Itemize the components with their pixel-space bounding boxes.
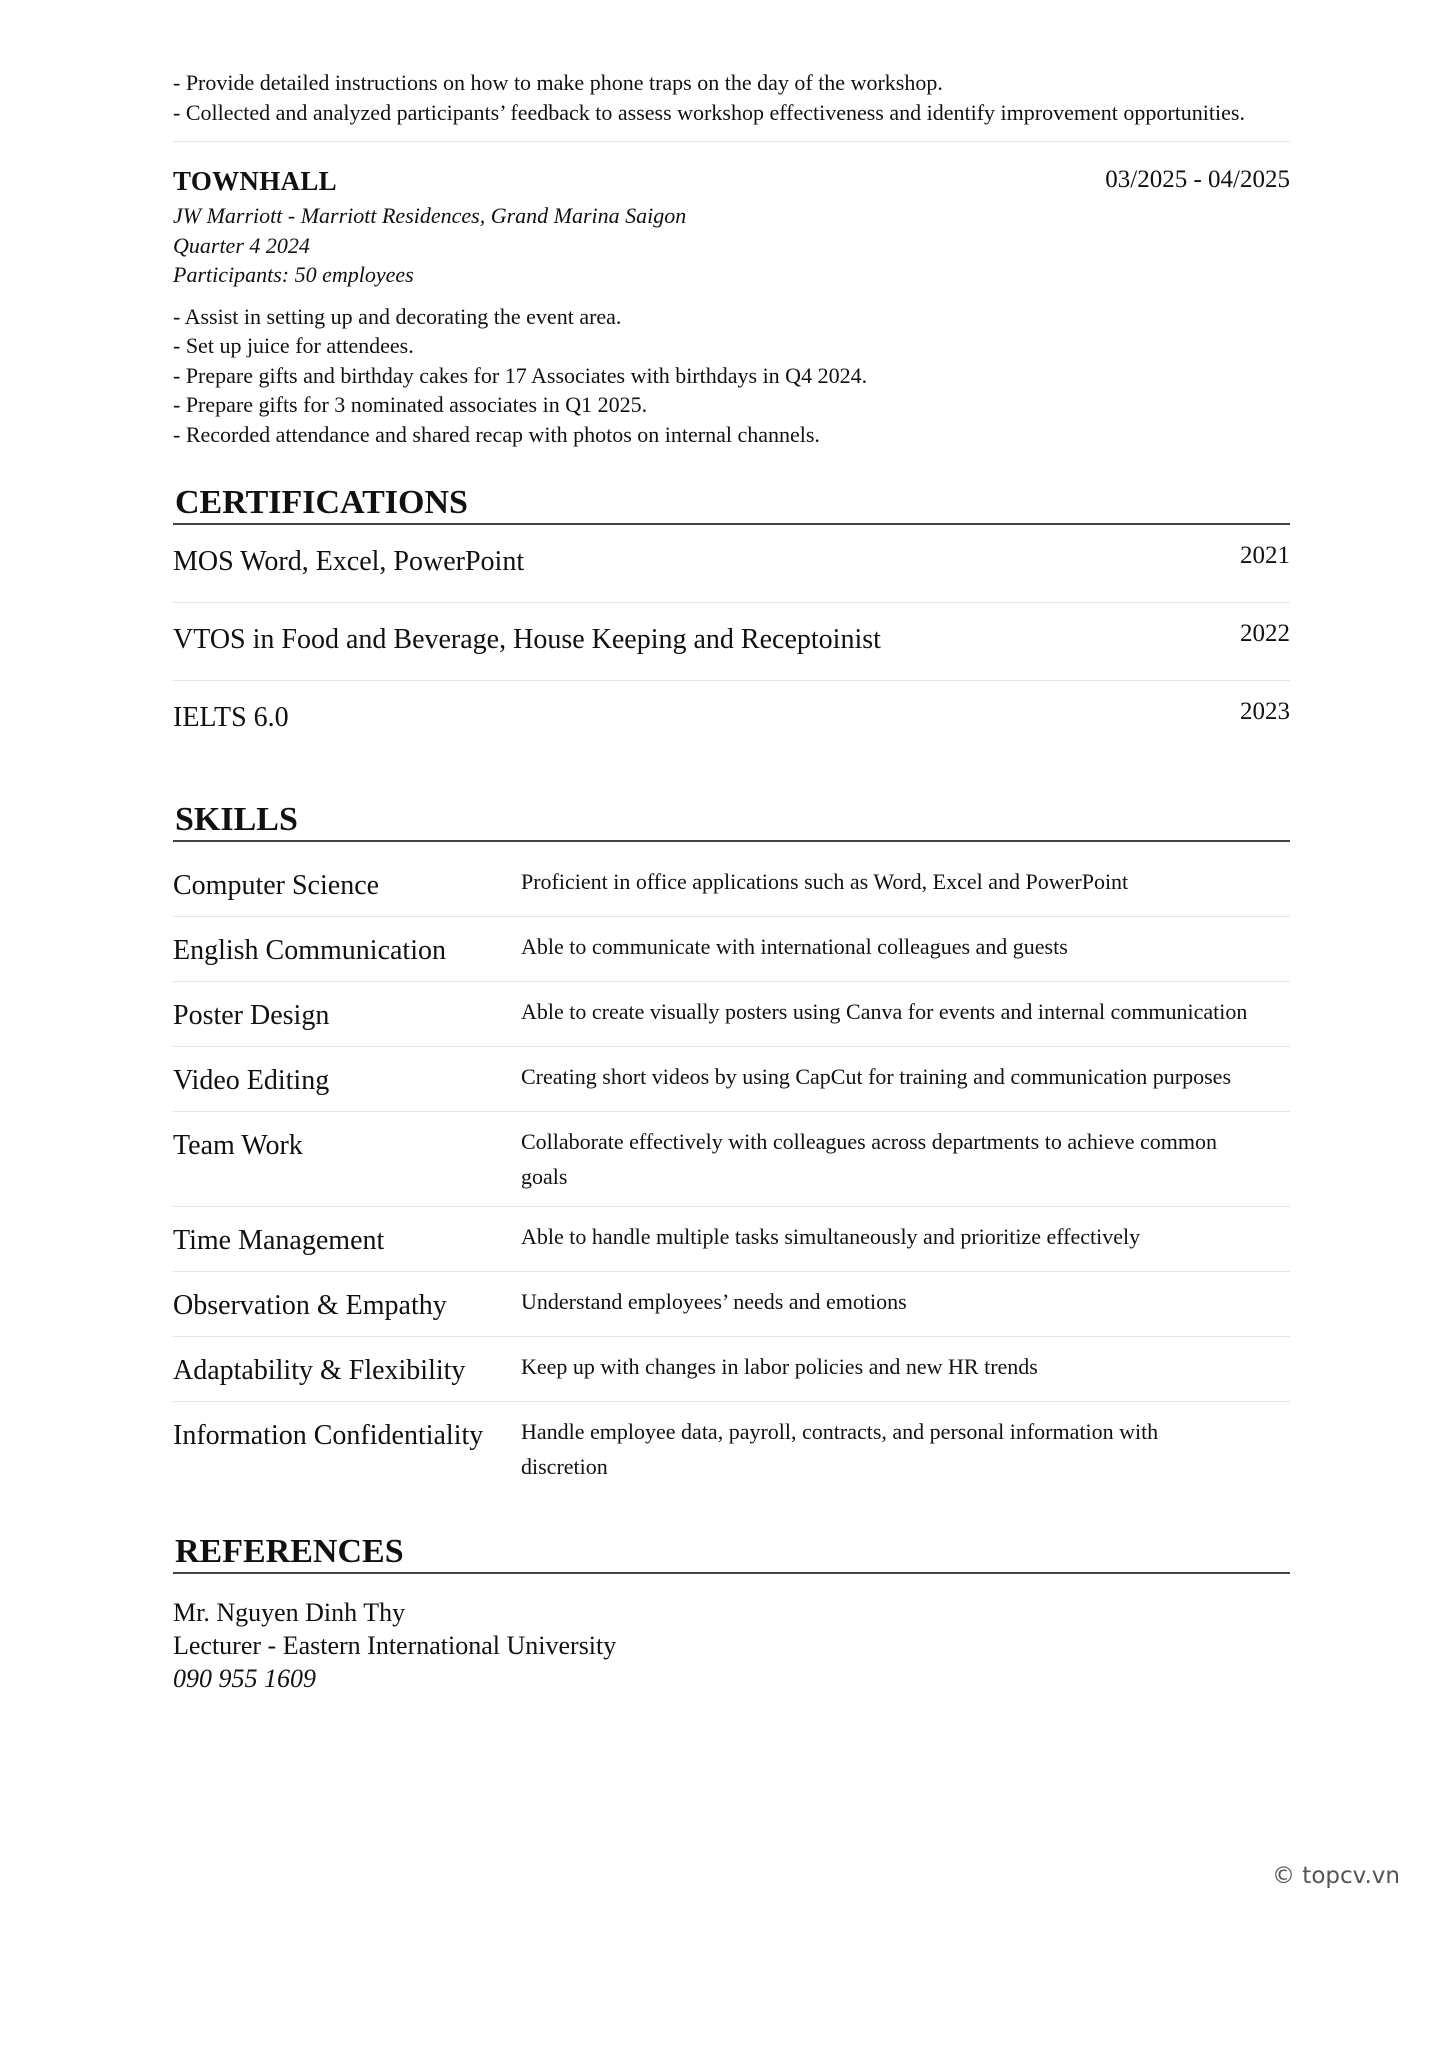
experience-period: Quarter 4 2024 <box>173 232 310 258</box>
skill-name: Poster Design <box>173 1000 330 1031</box>
skill-item <box>173 1402 1290 1496</box>
skill-name: Team Work <box>173 1130 303 1161</box>
skill-item <box>173 860 1290 917</box>
townhall-experience <box>173 163 1290 449</box>
experience-title: TOWNHALL <box>173 166 337 196</box>
bullet-item: - Assist in setting up and decorating the event area. <box>173 303 622 329</box>
skill-description: Keep up with changes in labor policies and new HR trends <box>521 1354 1038 1379</box>
skill-name: Time Management <box>173 1225 385 1256</box>
reference-name: Mr. Nguyen Dinh Thy <box>173 1598 406 1627</box>
divider <box>173 141 1290 142</box>
skill-description: Proficient in office applications such as Word, Excel and PowerPoint <box>521 869 1129 894</box>
skill-item <box>173 1112 1290 1207</box>
certification-item <box>173 603 1290 681</box>
certification-year: 2021 <box>1240 542 1290 569</box>
bullet-item: - Prepare gifts for 3 nominated associates in Q1 2025. <box>173 392 648 417</box>
certification-item <box>173 681 1290 758</box>
bullet-item: - Recorded attendance and shared recap with photos on internal channels. <box>173 421 820 447</box>
certification-year: 2023 <box>1240 698 1290 725</box>
certification-name: IELTS 6.0 <box>173 702 289 733</box>
skill-description: Understand employees’ needs and emotions <box>521 1289 907 1314</box>
skill-item <box>173 1047 1290 1112</box>
skill-item <box>173 982 1290 1047</box>
skill-item <box>173 1272 1290 1337</box>
certification-name: MOS Word, Excel, PowerPoint <box>173 546 525 577</box>
skill-name: Video Editing <box>173 1065 330 1096</box>
skill-name: Adaptability & Flexibility <box>173 1355 466 1386</box>
certification-year: 2022 <box>1240 620 1290 647</box>
section-title: SKILLS <box>175 801 298 838</box>
skill-description: Able to communicate with international colleagues and guests <box>521 934 1068 959</box>
skill-name: Computer Science <box>173 870 380 901</box>
reference-entry <box>173 1596 1290 1695</box>
skill-name: Information Confidentiality <box>173 1420 484 1451</box>
section-title: REFERENCES <box>175 1533 404 1570</box>
bullet-item: - Prepare gifts and birthday cakes for 17 Associates with birthdays in Q4 2024. <box>173 362 868 388</box>
workshop-bullets <box>173 0 1290 127</box>
section-title: CERTIFICATIONS <box>175 484 468 521</box>
experience-participants: Participants: 50 employees <box>173 262 414 287</box>
skill-description: Able to handle multiple tasks simultaneously and prioritize effectively <box>521 1224 1141 1249</box>
certification-name: VTOS in Food and Beverage, House Keeping and Receptoinist <box>173 624 881 655</box>
reference-phone: 090 955 1609 <box>173 1664 316 1693</box>
experience-location: JW Marriott - Marriott Residences, Grand Marina Saigon <box>173 203 687 228</box>
bullet-item: - Set up juice for attendees. <box>173 333 414 358</box>
skill-list <box>173 860 1290 1496</box>
bullet-item: - Collected and analyzed participants’ feedback to assess workshop effectiveness and identify improvement opportunities. <box>173 99 1245 125</box>
experience-date: 03/2025 - 04/2025 <box>1105 166 1290 193</box>
section-rule <box>173 1572 1290 1574</box>
topcv-watermark: © topcv.vn <box>1272 1863 1400 1889</box>
skill-description: Creating short videos by using CapCut for training and communication purposes <box>521 1064 1232 1089</box>
section-rule <box>173 840 1290 842</box>
reference-role: Lecturer - Eastern International University <box>173 1631 617 1660</box>
skill-item <box>173 1207 1290 1272</box>
skill-description: Able to create visually posters using Canva for events and internal communication <box>521 999 1248 1024</box>
certification-item <box>173 525 1290 603</box>
skill-item <box>173 917 1290 982</box>
skill-name: English Communication <box>173 935 446 966</box>
skill-description: Handle employee data, payroll, contracts, and personal information with discretion <box>521 1419 1159 1479</box>
certifications-section <box>173 483 1290 758</box>
skill-description: Collaborate effectively with colleagues across departments to achieve common goals <box>521 1129 1218 1189</box>
townhall-bullets <box>173 302 1290 450</box>
certification-list <box>173 525 1290 758</box>
skills-section <box>173 800 1290 1496</box>
skill-name: Observation & Empathy <box>173 1290 447 1321</box>
resume-page <box>173 0 1290 1695</box>
skill-item <box>173 1337 1290 1402</box>
bullet-item: - Provide detailed instructions on how to make phone traps on the day of the workshop. <box>173 70 943 95</box>
references-section <box>173 1532 1290 1695</box>
